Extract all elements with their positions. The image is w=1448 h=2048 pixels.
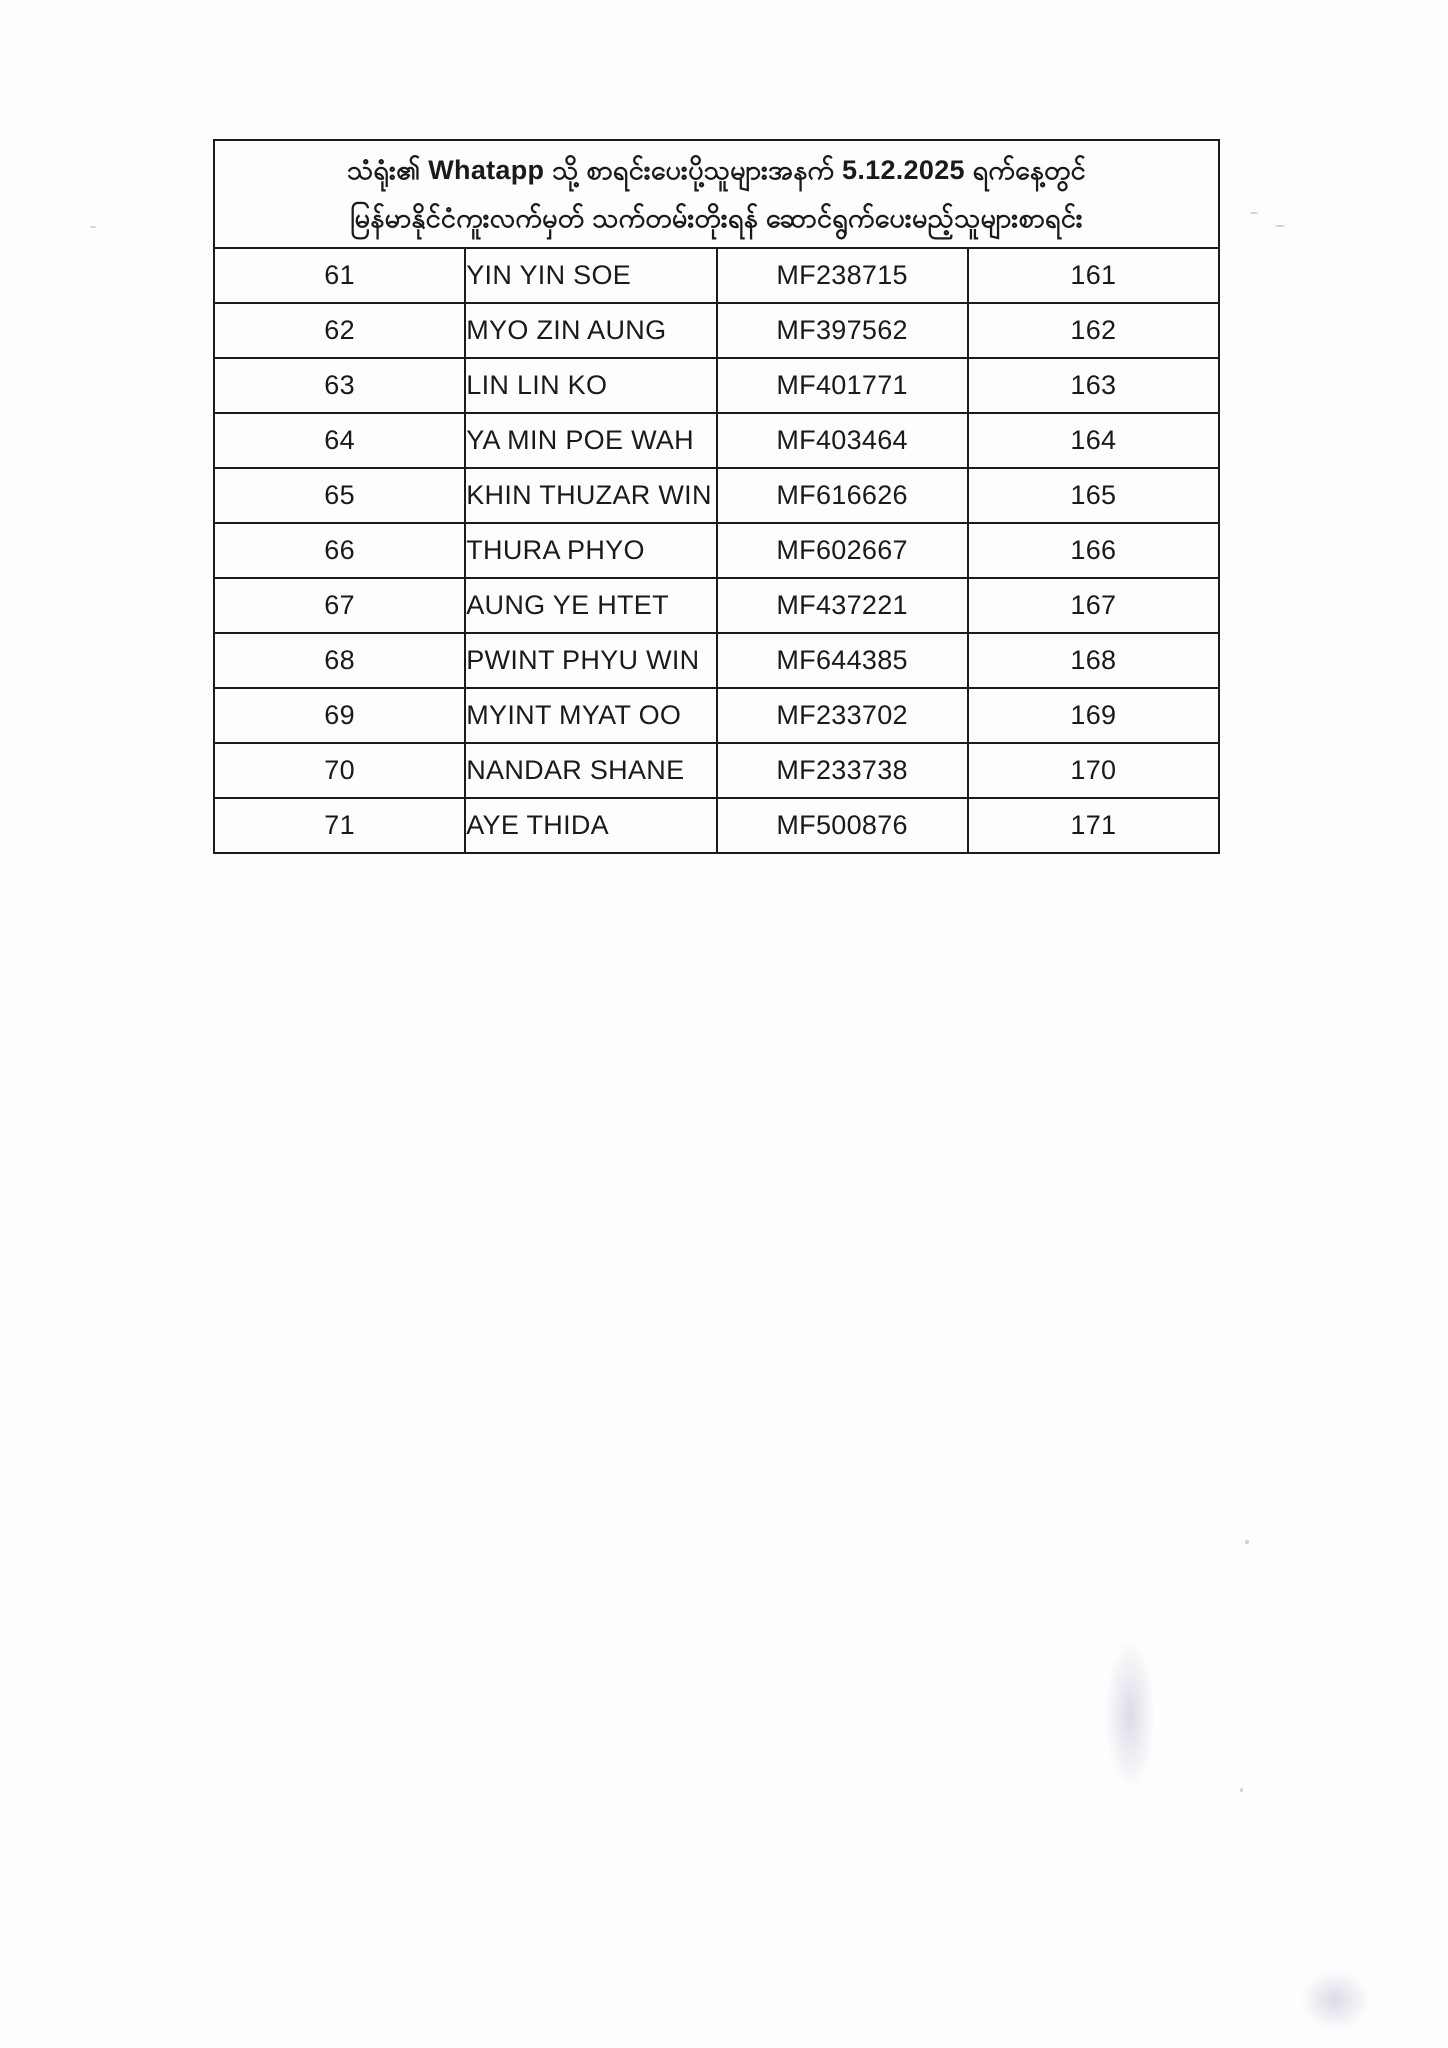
table-header-row: [214, 140, 1219, 248]
serial-number-cell: 162: [968, 303, 1219, 358]
applicant-name-cell: YA MIN POE WAH: [465, 413, 716, 468]
serial-number-cell: 166: [968, 523, 1219, 578]
scan-speck: [90, 226, 96, 228]
applicant-name-cell: YIN YIN SOE: [465, 248, 716, 303]
serial-number-cell: 167: [968, 578, 1219, 633]
applicant-name-cell: MYINT MYAT OO: [465, 688, 716, 743]
passport-number-cell: MF233738: [717, 743, 968, 798]
scan-speck: [1275, 225, 1285, 227]
row-number-cell: 65: [214, 468, 465, 523]
passport-number-cell: MF437221: [717, 578, 968, 633]
passport-number-cell: MF233702: [717, 688, 968, 743]
passport-number-cell: MF602667: [717, 523, 968, 578]
table-row: [214, 633, 1219, 688]
table-title: [214, 140, 1219, 248]
scan-smudge: [1105, 1640, 1155, 1790]
serial-number-cell: 165: [968, 468, 1219, 523]
table-row: [214, 743, 1219, 798]
applicant-name-cell: LIN LIN KO: [465, 358, 716, 413]
passport-number-cell: MF403464: [717, 413, 968, 468]
table-title-line-1: သံရုံး၏ Whatapp သို့ စာရင်းပေးပို့သူများအနက် 5.12.2025 ရက်နေ့တွင်: [347, 155, 1086, 185]
renewal-list-body: [214, 140, 1219, 853]
table-row: [214, 358, 1219, 413]
passport-number-cell: MF644385: [717, 633, 968, 688]
applicant-name-cell: PWINT PHYU WIN: [465, 633, 716, 688]
serial-number-cell: 163: [968, 358, 1219, 413]
passport-number-cell: MF401771: [717, 358, 968, 413]
table-row: [214, 303, 1219, 358]
scan-speck: [1240, 1788, 1243, 1792]
row-number-cell: 71: [214, 798, 465, 853]
applicant-name-cell: THURA PHYO: [465, 523, 716, 578]
row-number-cell: 61: [214, 248, 465, 303]
row-number-cell: 62: [214, 303, 465, 358]
table-row: [214, 468, 1219, 523]
table-row: [214, 688, 1219, 743]
serial-number-cell: 164: [968, 413, 1219, 468]
table-row: [214, 578, 1219, 633]
applicant-name-cell: MYO ZIN AUNG: [465, 303, 716, 358]
serial-number-cell: 171: [968, 798, 1219, 853]
row-number-cell: 68: [214, 633, 465, 688]
row-number-cell: 67: [214, 578, 465, 633]
passport-number-cell: MF397562: [717, 303, 968, 358]
scan-speck: [1245, 1540, 1249, 1544]
serial-number-cell: 161: [968, 248, 1219, 303]
row-number-cell: 66: [214, 523, 465, 578]
scan-smudge: [1300, 1970, 1370, 2030]
table-row: [214, 798, 1219, 853]
serial-number-cell: 170: [968, 743, 1219, 798]
serial-number-cell: 169: [968, 688, 1219, 743]
renewal-list-table: [213, 139, 1220, 854]
row-number-cell: 69: [214, 688, 465, 743]
document-sheet: [213, 139, 1220, 854]
passport-number-cell: MF238715: [717, 248, 968, 303]
table-row: [214, 523, 1219, 578]
applicant-name-cell: NANDAR SHANE: [465, 743, 716, 798]
table-row: [214, 248, 1219, 303]
table-title-line-2: မြန်မာနိုင်ငံကူးလက်မှတ် သက်တမ်းတိုးရန် ဆောင်ရွက်ပေးမည့်သူများစာရင်း: [350, 203, 1083, 233]
applicant-name-cell: AUNG YE HTET: [465, 578, 716, 633]
row-number-cell: 63: [214, 358, 465, 413]
row-number-cell: 64: [214, 413, 465, 468]
table-row: [214, 413, 1219, 468]
applicant-name-cell: KHIN THUZAR WIN: [465, 468, 716, 523]
scan-speck: [1250, 212, 1258, 214]
serial-number-cell: 168: [968, 633, 1219, 688]
applicant-name-cell: AYE THIDA: [465, 798, 716, 853]
passport-number-cell: MF616626: [717, 468, 968, 523]
row-number-cell: 70: [214, 743, 465, 798]
passport-number-cell: MF500876: [717, 798, 968, 853]
